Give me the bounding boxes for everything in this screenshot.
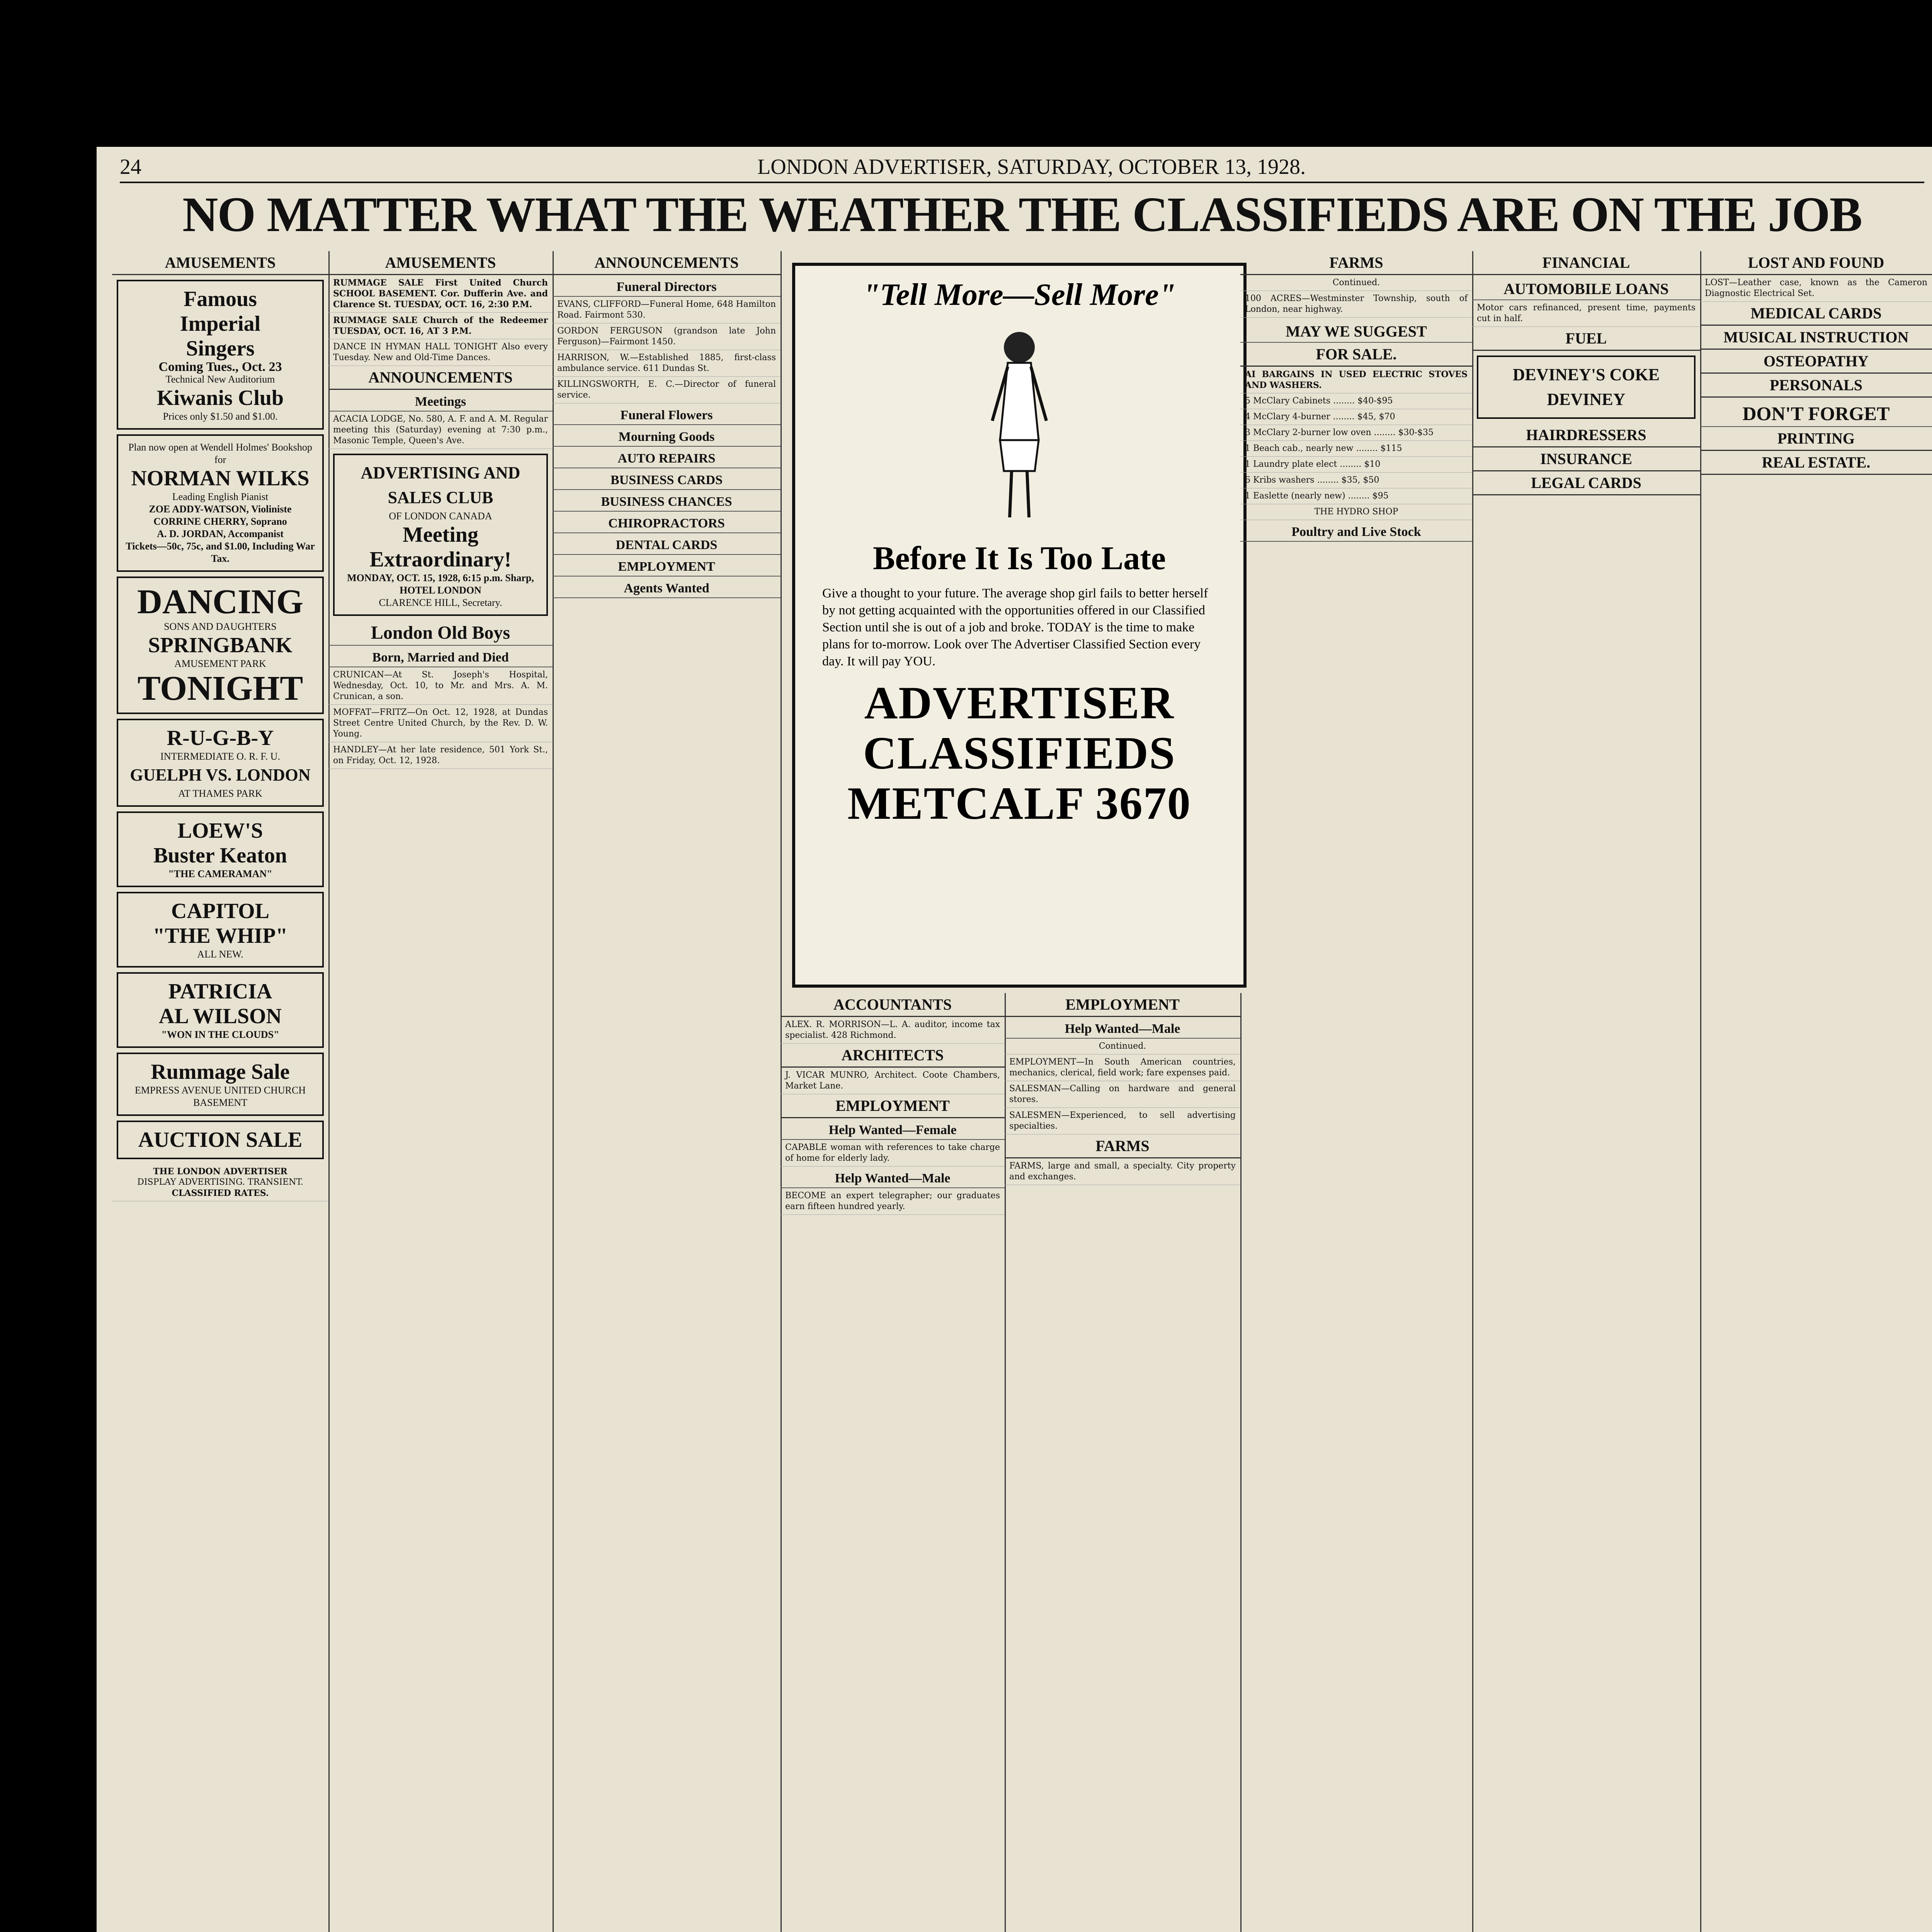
dental-cards-header: DENTAL CARDS (553, 536, 781, 555)
financial-column (1472, 251, 1701, 1932)
rates-notice: THE LONDON ADVERTISER DISPLAY ADVERTISING. TRANSIENT. CLASSIFIED RATES. (112, 1164, 328, 1201)
farms-header: FARMS (1005, 1134, 1240, 1158)
advertiser-classifieds-ad (792, 263, 1247, 988)
amusements-column (112, 251, 330, 1932)
agents-wanted-header: Agents Wanted (553, 580, 781, 598)
may-we-suggest: MAY WE SUGGEST (1240, 321, 1472, 343)
meetings-header: Meetings (328, 393, 553, 412)
lost-item: LOST—Leather case, known as the Cameron Diagnostic Electrical Set. (1700, 275, 1932, 302)
devineys-coke-ad: DEVINEY'S COKE DEVINEY (1477, 355, 1696, 419)
bargain-item: 1 Beach cab., nearly new ........ $115 (1240, 441, 1472, 457)
help-wanted-male-header: Help Wanted—Male (781, 1170, 1005, 1188)
funeral-directors-header: Funeral Directors (553, 278, 781, 297)
personals-header: PERSONALS (1700, 374, 1932, 398)
employment-item: SALESMAN—Calling on hardware and general stores. (1005, 1081, 1240, 1108)
funeral-item: GORDON FERGUSON (grandson late John Ferguson)—Fairmont 1450. (553, 323, 781, 350)
farm-item: FARMS, large and small, a specialty. City property and exchanges. (1005, 1158, 1240, 1185)
osteopathy-header: OSTEOPATHY (1700, 350, 1932, 374)
amusements-announcements-column (328, 251, 554, 1932)
rummage-redeemer: RUMMAGE SALE Church of the Redeemer TUESDAY, OCT. 16, AT 3 P.M. (328, 313, 553, 339)
imperial-singers-ad: Famous Imperial Singers Coming Tues., Oct. 23 Technical New Auditorium Kiwanis Club Prices only $1.50 and $1.00. (117, 280, 324, 430)
rummage-first-united: RUMMAGE SALE First United Church SCHOOL BASEMENT. Cor. Dufferin Ave. and Clarence St. TUESDAY, OCT. 16, 2:30 P.M. (328, 275, 553, 313)
bargain-item: 5 McClary Cabinets ........ $40-$95 (1240, 393, 1472, 409)
help-wanted-male-header: Help Wanted—Male (1005, 1020, 1240, 1039)
business-chances-header: BUSINESS CHANCES (553, 493, 781, 512)
announcements-header: ANNOUNCEMENTS (328, 366, 553, 390)
announcements-column (553, 251, 782, 1932)
col2-header: AMUSEMENTS (328, 251, 553, 275)
born-married-died-header: Born, Married and Died (328, 649, 553, 667)
ad-cta-2: CLASSIFIEDS (863, 727, 1176, 779)
help-wanted-item: BECOME an expert telegrapher; our graduates earn fifteen hundred yearly. (781, 1188, 1005, 1215)
employment-item: EMPLOYMENT—In South American countries, mechanics, clerical, field work; fare expenses paid. (1005, 1054, 1240, 1081)
banner-headline: NO MATTER WHAT THE WEATHER THE CLASSIFIEDS ARE ON THE JOB (182, 187, 1862, 242)
employment-col-header: EMPLOYMENT (1005, 993, 1240, 1017)
ad-cta-1: ADVERTISER (864, 677, 1175, 728)
acacia-lodge: ACACIA LODGE, No. 580, A. F. and A. M. Regular meeting this (Saturday) evening at 7:30 p.m., Masonic Temple, Queen's Ave. (328, 412, 553, 449)
employment-header: EMPLOYMENT (781, 1094, 1005, 1118)
amusements-header: AMUSEMENTS (112, 251, 328, 275)
loan-item: Motor cars refinanced, present time, payments cut in half. (1472, 300, 1700, 327)
farms-column (1240, 251, 1473, 1932)
legal-cards-header: LEGAL CARDS (1472, 471, 1700, 495)
funeral-item: EVANS, CLIFFORD—Funeral Home, 648 Hamilton Road. Fairmont 530. (553, 297, 781, 323)
help-wanted-female-header: Help Wanted—Female (781, 1121, 1005, 1140)
architect-item: J. VICAR MUNRO, Architect. Coote Chambers, Market Lane. (781, 1068, 1005, 1094)
ad-cta-3: METCALF 3670 (847, 777, 1191, 829)
accountants-header: ACCOUNTANTS (781, 993, 1005, 1017)
mourning-goods-header: Mourning Goods (553, 428, 781, 447)
continued-label: Continued. (1005, 1039, 1240, 1054)
col3-header: ANNOUNCEMENTS (553, 251, 781, 275)
poultry-header: Poultry and Live Stock (1240, 523, 1472, 542)
born-notice: CRUNICAN—At St. Joseph's Hospital, Wednesday, Oct. 10, to Mr. and Mrs. A. M. Crunican, a son. (328, 667, 553, 705)
bargain-item: 1 Laundry plate elect ........ $10 (1240, 457, 1472, 473)
london-old-boys: London Old Boys (328, 621, 553, 646)
rummage-sale-ad: Rummage Sale EMPRESS AVENUE UNITED CHURCH BASEMENT (117, 1053, 324, 1116)
married-notice: MOFFAT—FRITZ—On Oct. 12, 1928, at Dundas Street Centre United Church, by the Rev. D. W. Young. (328, 705, 553, 742)
hairdressers-header: HAIRDRESSERS (1472, 423, 1700, 447)
real-estate-header: REAL ESTATE. (1700, 451, 1932, 475)
dateline: LONDON ADVERTISER, SATURDAY, OCTOBER 13, 1928. (757, 155, 1306, 179)
fuel-header: FUEL (1472, 327, 1700, 351)
musical-instruction-header: MUSICAL INSTRUCTION (1700, 326, 1932, 350)
lost-found-column (1700, 251, 1932, 1932)
funeral-item: KILLINGSWORTH, E. C.—Director of funeral service. (553, 377, 781, 403)
rugby-ad: R-U-G-B-Y INTERMEDIATE O. R. F. U. GUELPH VS. LONDON AT THAMES PARK (117, 719, 324, 807)
norman-wilks-ad: Plan now open at Wendell Holmes' Bookshop for NORMAN WILKS Leading English Pianist ZOE ADDY-WATSON, Violiniste CORRINE CHERRY, Soprano A. D. JORDAN, Accompanist Tickets—50c, 75c, and $1.00, Including War Tax. (117, 434, 324, 572)
automobile-loans-header: AUTOMOBILE LOANS (1472, 278, 1700, 300)
ad-headline: Before It Is Too Late (872, 539, 1166, 577)
continued-label: Continued. (1240, 275, 1472, 291)
bargain-item: 1 Easlette (nearly new) ........ $95 (1240, 488, 1472, 504)
farms-col-header: FARMS (1240, 251, 1472, 275)
shop-girl-illustration (969, 324, 1070, 525)
medical-cards-header: MEDICAL CARDS (1700, 302, 1932, 326)
newspaper-page (97, 147, 1932, 1932)
springbank-dancing-ad: DANCING SONS AND DAUGHTERS SPRINGBANK AMUSEMENT PARK TONIGHT (117, 577, 324, 714)
hyman-hall-dance: DANCE IN HYMAN HALL TONIGHT Also every Tuesday. New and Old-Time Dances. (328, 339, 553, 366)
auto-repairs-header: AUTO REPAIRS (553, 450, 781, 468)
help-wanted-item: CAPABLE woman with references to take charge of home for elderly lady. (781, 1140, 1005, 1167)
lost-found-header: LOST AND FOUND (1700, 251, 1932, 275)
bargain-item: 6 Kribs washers ........ $35, $50 (1240, 473, 1472, 488)
business-cards-header: BUSINESS CARDS (553, 471, 781, 490)
dont-forget-heading: DON'T FORGET (1700, 401, 1932, 427)
bargain-item: 3 McClary 2-burner low oven ........ $30-$35 (1240, 425, 1472, 441)
employment-header: EMPLOYMENT (553, 558, 781, 577)
farm-item: 100 ACRES—Westminster Township, south of London, near highway. (1240, 291, 1472, 318)
insurance-header: INSURANCE (1472, 447, 1700, 471)
patricia-ad: PATRICIA AL WILSON "WON IN THE CLOUDS" (117, 972, 324, 1048)
for-sale-header: FOR SALE. (1240, 343, 1472, 367)
auction-sale-ad: AUCTION SALE (117, 1121, 324, 1159)
page-number: 24 (120, 155, 141, 179)
masthead (120, 155, 1924, 183)
employment-item: SALESMEN—Experienced, to sell advertising specialties. (1005, 1108, 1240, 1134)
funeral-flowers-header: Funeral Flowers (553, 406, 781, 425)
bargain-item: 4 McClary 4-burner ........ $45, $70 (1240, 409, 1472, 425)
funeral-item: HARRISON, W.—Established 1885, first-class ambulance service. 611 Dundas St. (553, 350, 781, 377)
printing-header: PRINTING (1700, 427, 1932, 451)
advertising-club-ad: ADVERTISING AND SALES CLUB OF LONDON CANADA Meeting Extraordinary! MONDAY, OCT. 15, 1928, 6:15 p.m. Sharp, HOTEL LONDON CLARENCE HILL, Secretary. (333, 454, 548, 616)
accountant-item: ALEX. R. MORRISON—L. A. auditor, income tax specialist. 428 Richmond. (781, 1017, 1005, 1044)
ad-tagline: "Tell More—Sell More" (862, 278, 1176, 312)
capitol-ad: CAPITOL "THE WHIP" ALL NEW. (117, 892, 324, 968)
employment-column (1005, 993, 1242, 1932)
bargains-heading: AI BARGAINS IN USED ELECTRIC STOVES AND WASHERS. (1240, 367, 1472, 393)
loews-ad: LOEW'S Buster Keaton "THE CAMERAMAN" (117, 811, 324, 887)
financial-header: FINANCIAL (1472, 251, 1700, 275)
ad-body: Give a thought to your future. The average shop girl fails to better herself by not getting acquainted with the opportunities offered in our Classified Section until she is out of a job and broke. TODAY is the time to make plans for to-morrow. Look over The Advertiser Classified Section every day. It will pay YOU. (822, 586, 1208, 668)
accountants-column (781, 993, 1006, 1932)
died-notice: HANDLEY—At her late residence, 501 York St., on Friday, Oct. 12, 1928. (328, 742, 553, 769)
architects-header: ARCHITECTS (781, 1044, 1005, 1068)
hydro-shop: THE HYDRO SHOP (1240, 504, 1472, 520)
chiropractors-header: CHIROPRACTORS (553, 515, 781, 533)
